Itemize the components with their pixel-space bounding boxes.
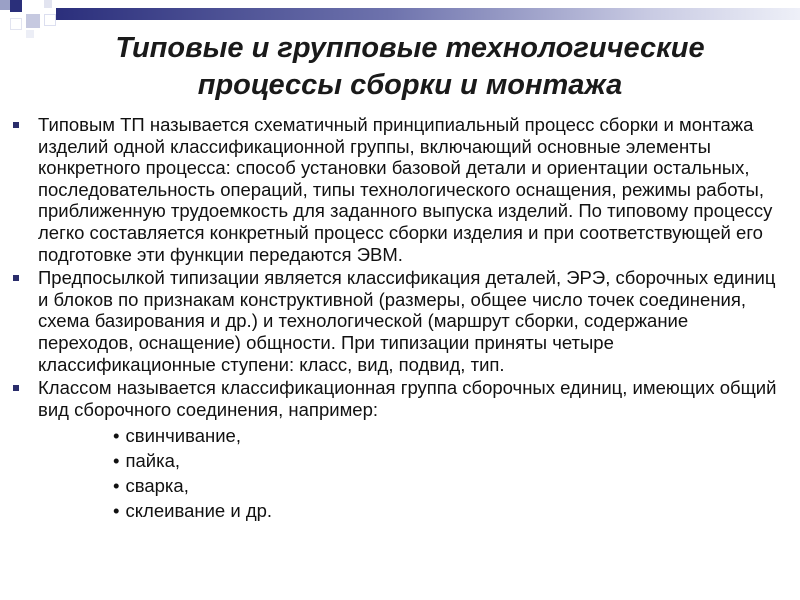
sub-list-item bbox=[0, 499, 800, 524]
square-bullet-icon bbox=[13, 122, 19, 128]
bullet-paragraph bbox=[0, 267, 800, 375]
sub-item-text: склеивание и др. bbox=[125, 499, 273, 521]
decor-square bbox=[26, 30, 34, 38]
dot-bullet-icon: • bbox=[113, 425, 120, 447]
decor-square bbox=[10, 18, 22, 30]
bullet-text: Типовым ТП называется схематичный принципиальный процесс сборки и монтажа изделий одной классификационной группы, включающий основные элементы конкретного процесса: способ установки базовой детали и ориентации остальных, последовательность операций, типы технологического оснащения, режимы работы, приближенную трудоемкость для заданного выпуска изделий. По типовому процессу легко составляется конкретный процесс сборки изделия и при соответствующей его подготовке эти функции передаются ЭВМ. bbox=[38, 114, 773, 265]
decor-square bbox=[26, 14, 40, 28]
sub-list-item bbox=[0, 424, 800, 449]
decor-square bbox=[0, 0, 10, 10]
sub-item-text: сварка, bbox=[125, 474, 189, 496]
sub-list-item bbox=[0, 474, 800, 499]
square-bullet-icon bbox=[13, 385, 19, 391]
square-bullet-icon bbox=[13, 275, 19, 281]
slide-body bbox=[0, 114, 800, 524]
dot-bullet-icon: • bbox=[113, 499, 120, 521]
bullet-paragraph bbox=[0, 377, 800, 420]
bullet-paragraph bbox=[0, 114, 800, 265]
sub-item-text: свинчивание, bbox=[125, 425, 241, 447]
decor-square bbox=[10, 0, 22, 12]
sub-list-item bbox=[0, 449, 800, 474]
dot-bullet-icon: • bbox=[113, 474, 120, 496]
decor-square bbox=[44, 14, 56, 26]
header-gradient-bar bbox=[56, 8, 800, 20]
sub-bullet-list bbox=[0, 424, 800, 523]
decor-square bbox=[44, 0, 52, 8]
bullet-text: Предпосылкой типизации является классификация деталей, ЭРЭ, сборочных единиц и блоков по признакам конструктивной (размеры, общее число точек соединения, схема базирования и др.) и технологической (маршрут сборки, содержание переходов, оснащение) общности. При типизации приняты четыре классификационные ступени: класс, вид, подвид, тип. bbox=[38, 267, 776, 375]
dot-bullet-icon: • bbox=[113, 450, 120, 472]
bullet-text: Классом называется классификационная группа сборочных единиц, имеющих общий вид сборочного соединения, например: bbox=[38, 377, 777, 420]
sub-item-text: пайка, bbox=[125, 450, 181, 472]
slide-title: Типовые и групповые технологические процессы сборки и монтажа bbox=[115, 32, 705, 101]
